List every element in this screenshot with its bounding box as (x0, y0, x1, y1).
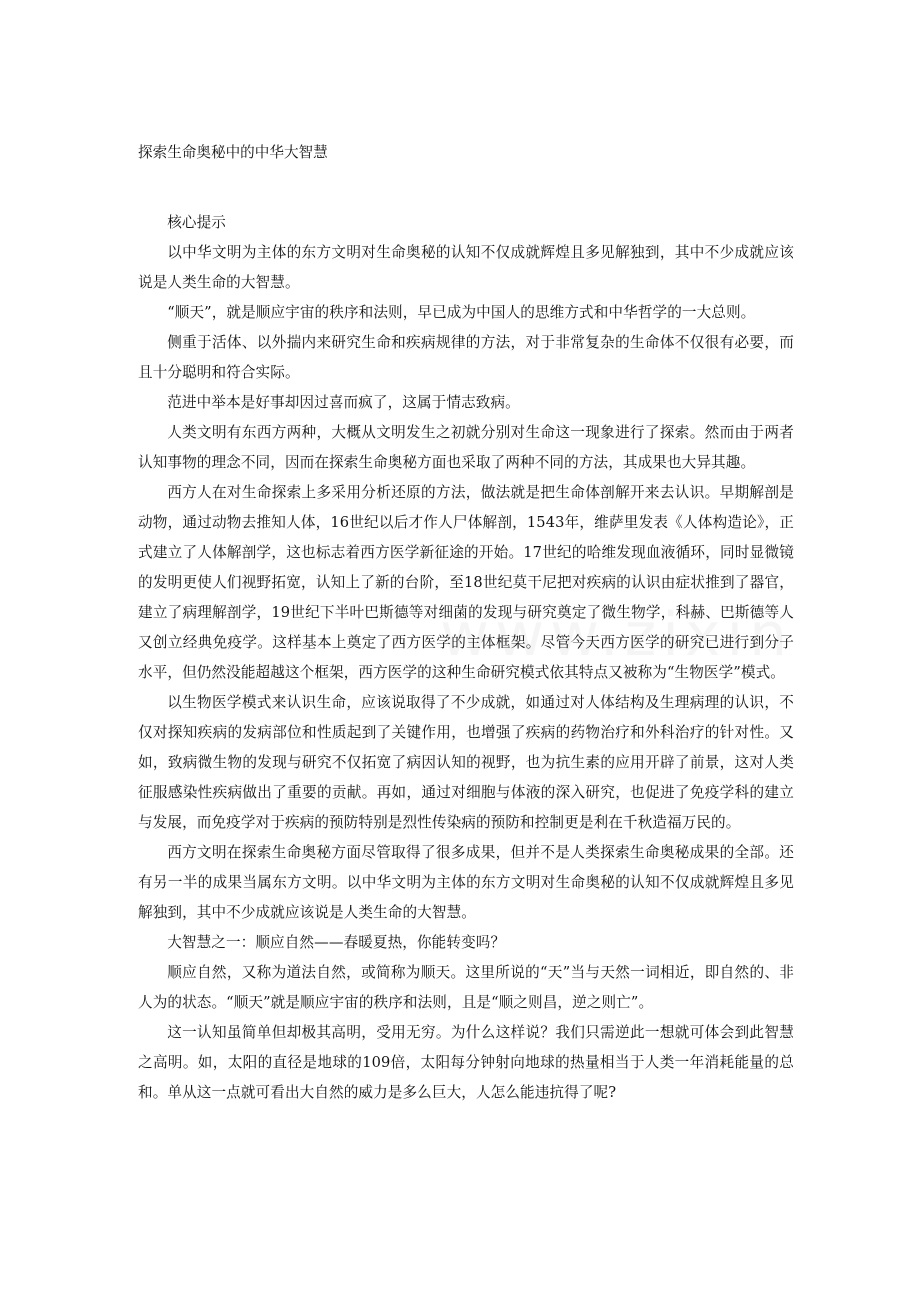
paragraph: 人类文明有东西方两种，大概从文明发生之初就分别对生命这一现象进行了探索。然而由于两者认知事物的理念不同，因而在探索生命奥秘方面也采取了两种不同的方法，其成果也大异其趣。 (138, 424, 794, 471)
section-heading-core-tips: 核心提示 (167, 214, 226, 231)
section-heading-wisdom-one: 大智慧之一：顺应自然——春暖夏热，你能转变吗？ (167, 934, 506, 951)
paragraph: 范进中举本是好事却因过喜而疯了，这属于情志致病。 (167, 394, 520, 411)
paragraph: 以生物医学模式来认识生命，应该说取得了不少成就，如通过对人体结构及生理病理的认识，不仅对探知疾病的发病部位和性质起到了关键作用，也增强了疾病的药物治疗和外科治疗的针对性。又如，致病微生物的发现与研究不仅拓宽了病因认知的视野，也为抗生素的应用开辟了前景，这对人类征服感染性疾病做出了重要的贡献。再如，通过对细胞与体液的深入研究，也促进了免疫学科的建立与发展，而免疫学对于疾病的预防特别是烈性传染病的预防和控制更是利在千秋造福万民的。 (138, 694, 794, 831)
paragraph: 顺应自然，又称为道法自然，或简称为顺天。这里所说的“天”当与天然一词相近，即自然的、非人为的状态。“顺天”就是顺应宇宙的秩序和法则，且是“顺之则昌，逆之则亡”。 (138, 964, 794, 1011)
paragraph: 西方人在对生命探索上多采用分析还原的方法，做法就是把生命体剖解开来去认识。早期解剖是动物，通过动物去推知人体，16世纪以后才作人尸体解剖，1543年，维萨里发表《人体构造论》，正式建立了人体解剖学，这也标志着西方医学新征途的开始。17世纪的哈维发现血液循环，同时显微镜的发明更使人们视野拓宽，认知上了新的台阶，至18世纪莫干尼把对疾病的认识由症状推到了器官，建立了病理解剖学，19世纪下半叶巴斯德等对细菌的发现与研究奠定了微生物学，科赫、巴斯德等人又创立经典免疫学。这样基本上奠定了西方医学的主体框架。尽管今天西方医学的研究已进行到分子水平，但仍然没能超越这个框架，西方医学的这种生命研究模式依其特点又被称为“生物医学”模式。 (138, 484, 794, 681)
paragraph: 西方文明在探索生命奥秘方面尽管取得了很多成果，但并不是人类探索生命奥秘成果的全部。还有另一半的成果当属东方文明。以中华文明为主体的东方文明对生命奥秘的认知不仅成就辉煌且多见解独到，其中不少成就应该说是人类生命的大智慧。 (138, 844, 794, 921)
document-title: 探索生命奥秘中的中华大智慧 (138, 144, 328, 161)
paragraph: “顺天”，就是顺应宇宙的秩序和法则，早已成为中国人的思维方式和中华哲学的一大总则。 (167, 304, 756, 321)
paragraph: 侧重于活体、以外揣内来研究生命和疾病规律的方法，对于非常复杂的生命体不仅很有必要，而且十分聪明和符合实际。 (138, 334, 794, 381)
document-page (138, 138, 794, 1108)
paragraph: 这一认知虽简单但却极其高明，受用无穷。为什么这样说？我们只需逆此一想就可体会到此智慧之高明。如，太阳的直径是地球的109倍，太阳每分钟射向地球的热量相当于人类一年消耗能量的总和。单从这一点就可看出大自然的威力是多么巨大，人怎么能违抗得了呢? (138, 1024, 794, 1101)
paragraph: 以中华文明为主体的东方文明对生命奥秘的认知不仅成就辉煌且多见解独到，其中不少成就应该说是人类生命的大智慧。 (138, 244, 794, 291)
